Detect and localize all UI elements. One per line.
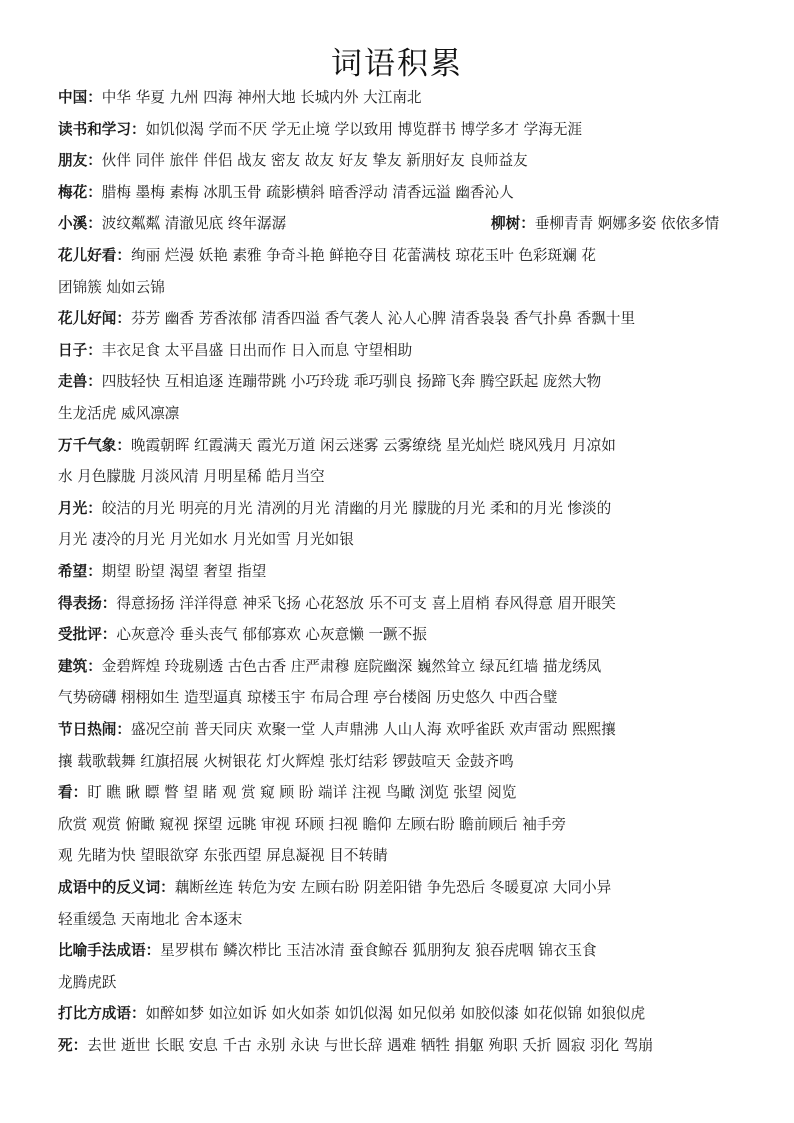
text-line xyxy=(58,840,748,871)
text-line xyxy=(58,272,748,303)
word-items: 芬芳 幽香 芳香浓郁 清香四溢 香气袭人 沁人心脾 清香袅袅 香气扑鼻 香飘十里 xyxy=(130,310,636,328)
category-label: 柳树： xyxy=(491,215,535,233)
text-line xyxy=(58,682,748,713)
category-label: 希望： xyxy=(58,563,102,580)
text-line xyxy=(58,935,748,966)
text-line xyxy=(58,240,748,271)
word-items: 生龙活虎 威风凛凛 xyxy=(58,405,180,422)
text-line xyxy=(58,872,748,903)
word-items: 轻重缓急 天南地北 舍本逐末 xyxy=(58,910,243,928)
category-label: 花儿好闻： xyxy=(58,310,131,328)
word-items: 金碧辉煌 玲珑剔透 古色古香 庄严肃穆 庭院幽深 巍然耸立 绿瓦红墙 描龙绣凤 xyxy=(101,657,602,675)
word-items: 伙伴 同伴 旅伴 伴侣 战友 密友 故友 好友 挚友 新朋好友 良师益友 xyxy=(101,152,528,170)
text-line xyxy=(58,746,748,777)
category-label: 朋友： xyxy=(58,152,102,170)
category-label: 花儿好看： xyxy=(58,247,131,264)
text-line xyxy=(58,493,748,524)
second-category xyxy=(491,208,719,239)
word-items: 如饥似渴 学而不厌 学无止境 学以致用 博览群书 博学多才 学海无涯 xyxy=(145,120,583,138)
text-line xyxy=(58,461,748,492)
category-label: 梅花： xyxy=(58,183,102,201)
category-label: 打比方成语： xyxy=(58,1005,146,1023)
category-label: 得表扬： xyxy=(58,594,117,612)
word-items: 星罗棋布 鳞次栉比 玉洁冰清 蚕食鲸吞 狐朋狗友 狼吞虎咽 锦衣玉食 xyxy=(160,942,597,960)
word-items: 盯 瞧 瞅 瞟 瞥 望 睹 观 赏 窥 顾 盼 端详 注视 鸟瞰 浏览 张望 阅览 xyxy=(87,784,517,802)
text-line xyxy=(58,398,748,429)
text-line xyxy=(58,777,748,808)
text-line xyxy=(58,904,748,935)
text-line xyxy=(58,114,748,145)
category-label: 小溪： xyxy=(58,215,102,233)
text-line xyxy=(58,303,748,334)
word-items: 心灰意冷 垂头丧气 郁郁寡欢 心灰意懒 一蹶不振 xyxy=(116,626,427,644)
category-label: 日子： xyxy=(58,341,102,359)
text-line xyxy=(58,619,748,650)
word-items: 中华 华夏 九州 四海 神州大地 长城内外 大江南北 xyxy=(101,89,422,106)
text-line xyxy=(58,145,748,176)
category-label: 比喻手法成语： xyxy=(58,942,161,960)
word-items: 藕断丝连 转危为安 左顾右盼 阴差阳错 争先恐后 冬暖夏凉 大同小异 xyxy=(174,879,612,896)
text-line xyxy=(58,714,748,745)
word-items: 腊梅 墨梅 素梅 冰肌玉骨 疏影横斜 暗香浮动 清香远溢 幽香沁人 xyxy=(101,183,514,201)
word-items: 得意扬扬 洋洋得意 神采飞扬 心花怒放 乐不可支 喜上眉梢 春风得意 眉开眼笑 xyxy=(116,594,616,612)
text-line xyxy=(58,967,748,998)
text-line xyxy=(58,430,748,461)
category-label: 节日热闹： xyxy=(58,721,131,738)
word-items: 盛况空前 普天同庆 欢聚一堂 人声鼎沸 人山人海 欢呼雀跃 欢声雷动 熙熙攘 xyxy=(130,721,616,738)
word-items: 晚霞朝晖 红霞满天 霞光万道 闲云迷雾 云雾缭绕 星光灿烂 晓风残月 月凉如 xyxy=(130,436,616,454)
text-line xyxy=(58,588,748,619)
category-label: 走兽： xyxy=(58,373,102,391)
category-label: 月光： xyxy=(58,499,102,517)
category-label: 建筑： xyxy=(58,657,102,675)
text-line xyxy=(58,335,748,366)
category-label: 看： xyxy=(58,784,88,802)
word-items: 波纹粼粼 清澈见底 终年潺潺 xyxy=(101,215,287,233)
word-items: 四肢轻快 互相追逐 连蹦带跳 小巧玲珑 乖巧驯良 扬蹄飞奔 腾空跃起 庞然大物 xyxy=(101,373,602,391)
category-label: 万千气象： xyxy=(58,436,131,454)
word-items: 丰衣足食 太平昌盛 日出而作 日入而息 守望相助 xyxy=(101,341,413,359)
category-label: 死： xyxy=(58,1037,88,1054)
word-items: 垂柳青青 婀娜多姿 依依多情 xyxy=(534,215,720,233)
word-items: 观 先睹为快 望眼欲穿 东张西望 屏息凝视 目不转睛 xyxy=(58,847,388,865)
text-line xyxy=(58,556,748,587)
word-items: 团锦簇 灿如云锦 xyxy=(58,278,165,296)
category-label: 中国： xyxy=(58,89,102,106)
page-title: 词语积累 xyxy=(331,46,463,82)
word-items: 气势磅礴 栩栩如生 造型逼真 琼楼玉宇 布局合理 亭台楼阁 历史悠久 中西合璧 xyxy=(58,689,558,707)
text-line xyxy=(58,651,748,682)
word-items: 欣赏 观赏 俯瞰 窥视 探望 远眺 审视 环顾 扫视 瞻仰 左顾右盼 瞻前顾后 袖手旁 xyxy=(58,815,567,833)
word-items: 龙腾虎跃 xyxy=(58,973,117,991)
text-line xyxy=(58,82,748,113)
text-line xyxy=(58,208,748,239)
text-line xyxy=(58,366,748,397)
word-items: 水 月色朦胧 月淡风清 月明星稀 皓月当空 xyxy=(58,468,325,486)
category-label: 受批评： xyxy=(58,626,117,644)
word-items: 攘 载歌载舞 红旗招展 火树银花 灯火辉煌 张灯结彩 锣鼓喧天 金鼓齐鸣 xyxy=(58,752,514,770)
word-items: 皎洁的月光 明亮的月光 清冽的月光 清幽的月光 朦胧的月光 柔和的月光 惨淡的 xyxy=(101,499,612,517)
text-line xyxy=(58,1030,748,1061)
word-items: 如醉如梦 如泣如诉 如火如荼 如饥似渴 如兄似弟 如胶似漆 如花似锦 如狼似虎 xyxy=(145,1005,646,1023)
word-items: 去世 逝世 长眠 安息 千古 永别 永诀 与世长辞 遇难 牺牲 捐躯 殉职 夭折 圆寂 羽化 驾崩 xyxy=(87,1037,653,1054)
text-line xyxy=(58,809,748,840)
text-line xyxy=(58,998,748,1029)
text-line xyxy=(58,524,748,555)
text-line xyxy=(58,177,748,208)
word-items: 月光 凄冷的月光 月光如水 月光如雪 月光如银 xyxy=(58,531,354,549)
word-items: 期望 盼望 渴望 奢望 指望 xyxy=(101,563,267,580)
category-label: 读书和学习： xyxy=(58,120,146,138)
category-label: 成语中的反义词： xyxy=(58,879,175,896)
word-items: 绚丽 烂漫 妖艳 素雅 争奇斗艳 鲜艳夺目 花蕾满枝 琼花玉叶 色彩斑斓 花 xyxy=(130,247,596,264)
